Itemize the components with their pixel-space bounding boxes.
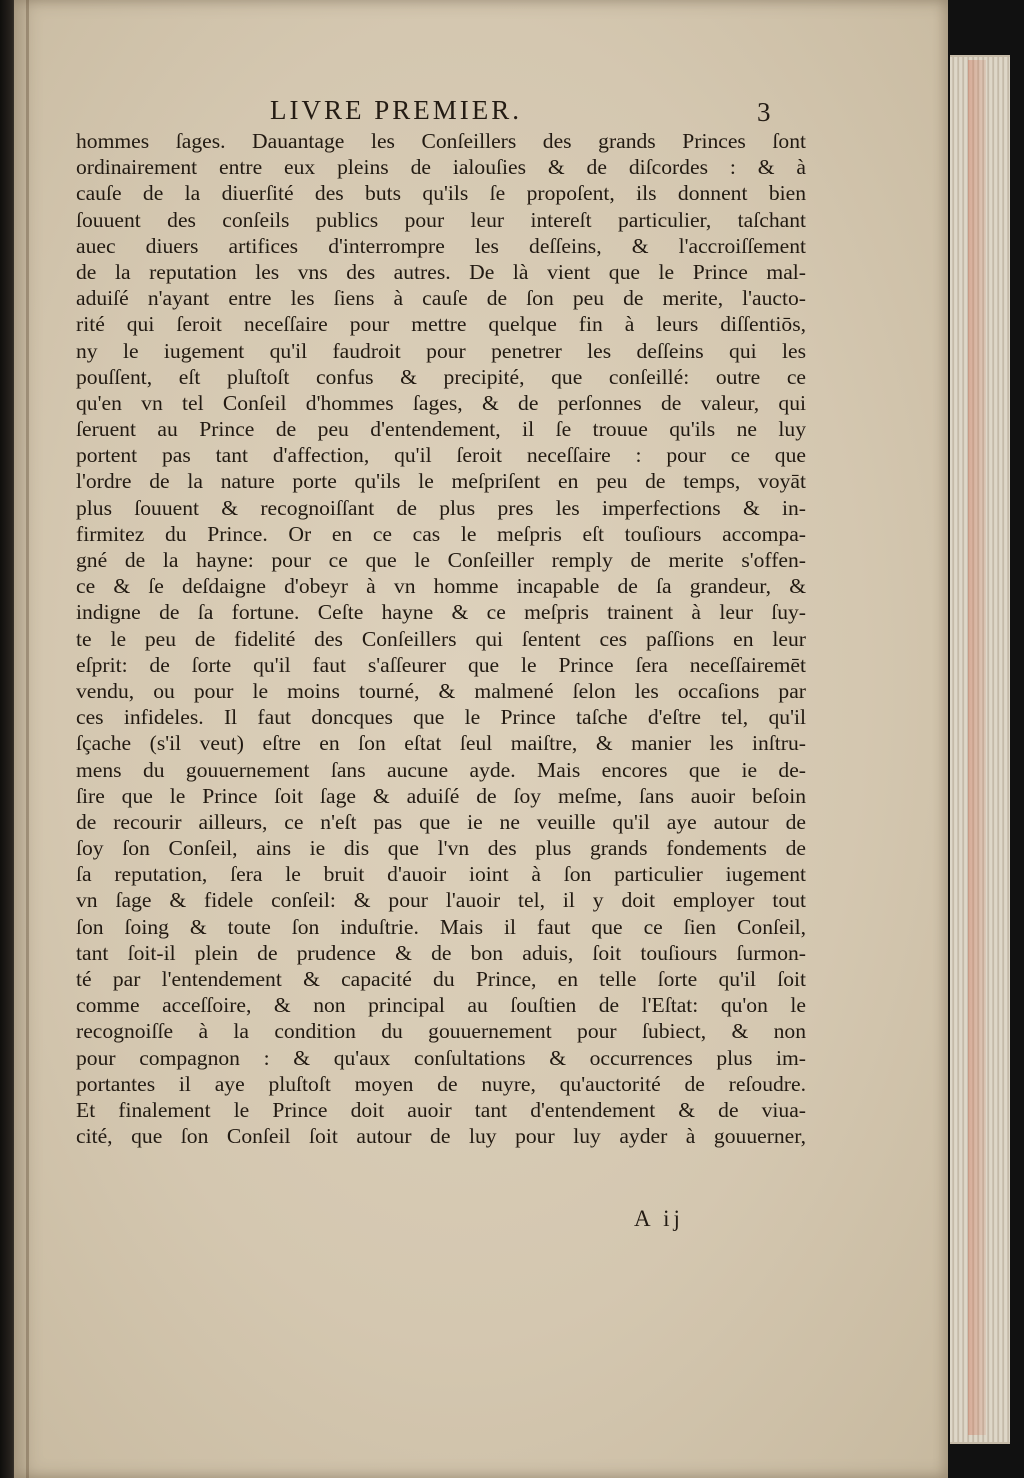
text-line: te le peu de fidelité des Conſeillers qui ſentent ces paſſions en leur bbox=[76, 626, 806, 651]
text-line: indigne de ſa fortune. Ceſte hayne & ce meſpris trainent à leur ſuy- bbox=[76, 600, 806, 625]
page-edge-tint bbox=[968, 60, 986, 1435]
text-line: eſprit: de ſorte qu'il faut s'aſſeurer que le Prince ſera neceſſairemēt bbox=[76, 652, 806, 677]
text-line: tant ſoit-il plein de prudence & de bon aduis, ſoit touſiours ſurmon- bbox=[76, 940, 806, 965]
text-line: ces infideles. Il faut doncques que le Prince taſche d'eſtre tel, qu'il bbox=[76, 705, 806, 730]
text-line: hommes ſages. Dauantage les Conſeillers des grands Princes ſont bbox=[76, 129, 806, 153]
text-line: de recourir ailleurs, ce n'eſt pas que ie ne veuille qu'il aye autour de bbox=[76, 809, 806, 834]
text-line: comme acceſſoire, & non principal au ſouſtien de l'Eſtat: qu'on le bbox=[76, 993, 806, 1018]
text-line: ſeruent au Prince de peu d'entendement, il ſe trouue qu'ils ne luy bbox=[76, 417, 806, 442]
text-line: ſouuent des conſeils publics pour leur intereſt particulier, taſchant bbox=[76, 207, 806, 232]
text-line: pouſſent, eſt pluſtoſt confus & precipité, que conſeillé: outre ce bbox=[76, 364, 806, 389]
text-line: plus ſouuent & recognoiſſant de plus pres les imperfections & in- bbox=[76, 495, 806, 520]
page-number: 3 bbox=[757, 97, 771, 127]
text-line: l'ordre de la nature porte qu'ils le meſpriſent en peu de temps, voyāt bbox=[76, 469, 806, 494]
text-line: ordinairement entre eux pleins de ialouſies & de diſcordes : & à bbox=[76, 155, 806, 180]
book-page bbox=[14, 0, 948, 1478]
text-line: ſçache (s'il veut) eſtre en ſon eſtat ſeul maiſtre, & manier les inſtru- bbox=[76, 731, 806, 756]
text-line: mens du gouuernement ſans aucune ayde. Mais encores que ie de- bbox=[76, 757, 806, 782]
text-line: cité, que ſon Conſeil ſoit autour de luy pour luy ayder à gouuerner, bbox=[76, 1124, 806, 1149]
text-line: portantes il aye pluſtoſt moyen de nuyre, qu'auctorité de reſoudre. bbox=[76, 1071, 806, 1096]
signature-mark: A ij bbox=[634, 1206, 684, 1231]
text-line: rité qui ſeroit neceſſaire pour mettre quelque fin à leurs diſſentiōs, bbox=[76, 312, 806, 337]
text-line: ce & ſe deſdaigne d'obeyr à vn homme incapable de ſa grandeur, & bbox=[76, 574, 806, 599]
text-line: firmitez du Prince. Or en ce cas le meſpris eſt touſiours accompa- bbox=[76, 521, 806, 546]
text-line: ſire que le Prince ſoit ſage & aduiſé de ſoy meſme, ſans auoir beſoin bbox=[76, 783, 806, 808]
text-line: aduiſé n'ayant entre les ſiens à cauſe de ſon peu de merite, l'aucto- bbox=[76, 286, 806, 311]
text-line: Et finalement le Prince doit auoir tant d'entendement & de viua- bbox=[76, 1097, 806, 1122]
text-line: ſa reputation, ſera le bruit d'auoir ioint à ſon particulier iugement bbox=[76, 862, 806, 887]
running-head: LIVRE PREMIER. bbox=[270, 95, 523, 125]
text-line: pour compagnon : & qu'aux conſultations & occurrences plus im- bbox=[76, 1045, 806, 1070]
text-line: vendu, ou pour le moins tourné, & malmené ſelon les occaſions par bbox=[76, 678, 806, 703]
text-line: auec diuers artifices d'interrompre les deſſeins, & l'accroiſſement bbox=[76, 233, 806, 258]
text-line: ſoy ſon Conſeil, ains ie dis que l'vn des plus grands fondements de bbox=[76, 836, 806, 861]
text-line: qu'en vn tel Conſeil d'hommes ſages, & de perſonnes de valeur, qui bbox=[76, 390, 806, 415]
text-line: de la reputation les vns des autres. De là vient que le Prince mal- bbox=[76, 259, 806, 284]
text-line: portent pas tant d'affection, qu'il ſeroit neceſſaire : pour ce que bbox=[76, 443, 806, 468]
text-line: ny le iugement qu'il faudroit pour penetrer les deſſeins qui les bbox=[76, 338, 806, 363]
text-line: ſon ſoing & toute ſon induſtrie. Mais il faut que ce ſien Conſeil, bbox=[76, 914, 806, 939]
text-line: vn ſage & fidele conſeil: & pour l'auoir tel, il y doit employer tout bbox=[76, 888, 806, 913]
text-line: cauſe de la diuerſité des buts qu'ils ſe propoſent, ils donnent bien bbox=[76, 181, 806, 206]
gutter-shadow bbox=[26, 0, 29, 1478]
text-line: gné de la hayne: pour ce que le Conſeiller remply de merite s'offen- bbox=[76, 548, 806, 572]
text-line: recognoiſſe à la condition du gouuernement pour ſubiect, & non bbox=[76, 1019, 806, 1044]
text-line: té par l'entendement & capacité du Prince, en telle ſorte qu'il ſoit bbox=[76, 967, 806, 991]
body-text bbox=[76, 128, 806, 1149]
